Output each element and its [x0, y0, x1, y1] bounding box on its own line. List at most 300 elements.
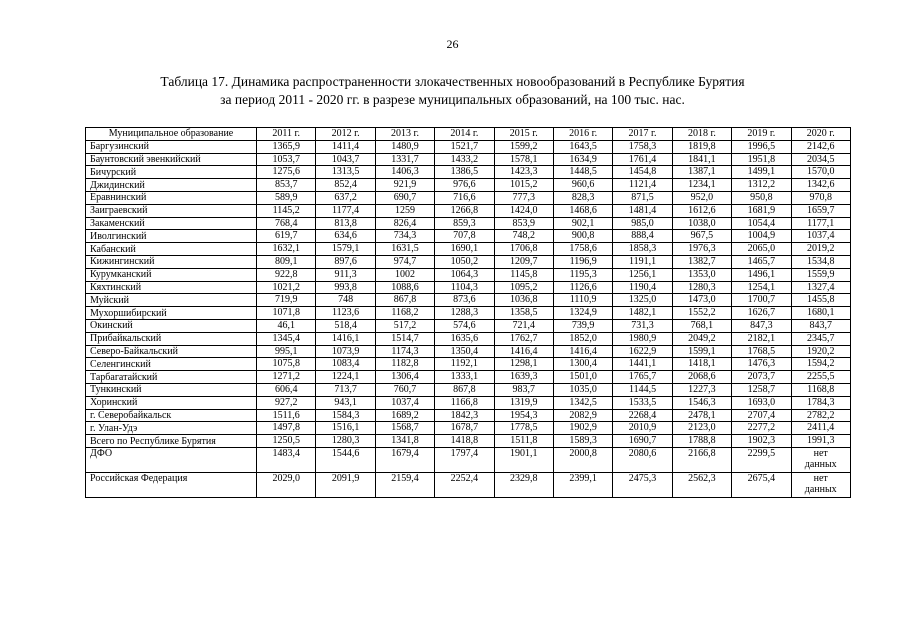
- value-cell: 1797,4: [435, 447, 494, 472]
- value-cell: 1054,4: [732, 217, 791, 230]
- table-row: [86, 166, 851, 179]
- value-cell: 1626,7: [732, 307, 791, 320]
- table-row: [86, 243, 851, 256]
- value-cell: 2166,8: [672, 447, 731, 472]
- value-cell: 974,7: [375, 255, 434, 268]
- value-cell: 606,4: [257, 383, 316, 396]
- value-cell: 2068,6: [672, 371, 731, 384]
- value-cell: 2475,3: [613, 472, 672, 497]
- column-header: 2017 г.: [613, 128, 672, 141]
- table-row: [86, 281, 851, 294]
- value-cell: 1700,7: [732, 294, 791, 307]
- value-cell: 927,2: [257, 396, 316, 409]
- value-cell: 1902,3: [732, 435, 791, 448]
- value-cell: 1496,1: [732, 268, 791, 281]
- value-cell: 1465,7: [732, 255, 791, 268]
- value-cell: 1123,6: [316, 307, 375, 320]
- value-cell: 1126,6: [553, 281, 612, 294]
- table-row: [86, 153, 851, 166]
- value-cell: 1761,4: [613, 153, 672, 166]
- value-cell: 716,6: [435, 191, 494, 204]
- value-cell: 1634,9: [553, 153, 612, 166]
- municipality-cell: Хоринский: [86, 396, 257, 409]
- table-body: [86, 140, 851, 497]
- value-cell: 888,4: [613, 230, 672, 243]
- value-cell: 1501,0: [553, 371, 612, 384]
- municipality-cell: ДФО: [86, 447, 257, 472]
- value-cell: 900,8: [553, 230, 612, 243]
- value-cell: 1423,3: [494, 166, 553, 179]
- value-cell: 1612,6: [672, 204, 731, 217]
- value-cell: 1280,3: [672, 281, 731, 294]
- municipality-cell: Российская Федерация: [86, 472, 257, 497]
- value-cell: 1841,1: [672, 153, 731, 166]
- value-cell: 1035,0: [553, 383, 612, 396]
- value-cell: 1406,3: [375, 166, 434, 179]
- value-cell: 1300,4: [553, 358, 612, 371]
- table-row: [86, 435, 851, 448]
- value-cell: 1594,2: [791, 358, 850, 371]
- value-cell: 1680,1: [791, 307, 850, 320]
- value-cell: 1852,0: [553, 332, 612, 345]
- value-cell: 1333,1: [435, 371, 494, 384]
- value-cell: 1901,1: [494, 447, 553, 472]
- value-cell: 1358,5: [494, 307, 553, 320]
- value-cell: 1416,1: [316, 332, 375, 345]
- value-cell: 1418,8: [435, 435, 494, 448]
- value-cell: 748,2: [494, 230, 553, 243]
- value-cell: 871,5: [613, 191, 672, 204]
- value-cell: 707,8: [435, 230, 494, 243]
- value-cell: 1511,6: [257, 409, 316, 422]
- municipality-cell: Заиграевский: [86, 204, 257, 217]
- municipality-cell: Тарбагатайский: [86, 371, 257, 384]
- value-cell: 1511,8: [494, 435, 553, 448]
- value-cell: 1991,3: [791, 435, 850, 448]
- municipality-cell: Кяхтинский: [86, 281, 257, 294]
- municipality-cell: г. Северобайкальск: [86, 409, 257, 422]
- value-cell: 1552,2: [672, 307, 731, 320]
- table-row: [86, 204, 851, 217]
- value-cell: [791, 472, 850, 497]
- table-row: [86, 472, 851, 497]
- value-cell: 2411,4: [791, 422, 850, 435]
- value-cell: 902,1: [553, 217, 612, 230]
- municipality-cell: Еравнинский: [86, 191, 257, 204]
- value-cell: 1234,1: [672, 179, 731, 192]
- value-cell: 1920,2: [791, 345, 850, 358]
- value-cell: 760,7: [375, 383, 434, 396]
- value-cell: 2252,4: [435, 472, 494, 497]
- value-cell: 826,4: [375, 217, 434, 230]
- value-cell: 1643,5: [553, 140, 612, 153]
- value-cell: 1534,8: [791, 255, 850, 268]
- value-cell: 1275,6: [257, 166, 316, 179]
- value-cell: 2782,2: [791, 409, 850, 422]
- value-cell: 1004,9: [732, 230, 791, 243]
- value-cell: 852,4: [316, 179, 375, 192]
- value-cell: 943,1: [316, 396, 375, 409]
- value-cell: 813,8: [316, 217, 375, 230]
- value-cell: 690,7: [375, 191, 434, 204]
- value-cell: 1483,4: [257, 447, 316, 472]
- value-cell: 1002: [375, 268, 434, 281]
- value-cell: 768,4: [257, 217, 316, 230]
- municipality-cell: Курумканский: [86, 268, 257, 281]
- value-cell: 2010,9: [613, 422, 672, 435]
- value-cell: 1902,9: [553, 422, 612, 435]
- value-cell: 1706,8: [494, 243, 553, 256]
- value-cell: 1762,7: [494, 332, 553, 345]
- value-cell: 1954,3: [494, 409, 553, 422]
- value-cell: 1681,9: [732, 204, 791, 217]
- value-cell: 1256,1: [613, 268, 672, 281]
- value-cell: 518,4: [316, 319, 375, 332]
- value-cell: 1144,5: [613, 383, 672, 396]
- value-cell: 1353,0: [672, 268, 731, 281]
- value-cell: 1454,8: [613, 166, 672, 179]
- value-cell: 1533,5: [613, 396, 672, 409]
- value-cell: 713,7: [316, 383, 375, 396]
- value-cell: 1015,2: [494, 179, 553, 192]
- value-cell: 1259: [375, 204, 434, 217]
- value-cell: 1481,4: [613, 204, 672, 217]
- municipality-cell: Тункинский: [86, 383, 257, 396]
- value-cell: 1174,3: [375, 345, 434, 358]
- municipality-cell: Бичурский: [86, 166, 257, 179]
- value-cell: 1209,7: [494, 255, 553, 268]
- value-cell: 921,9: [375, 179, 434, 192]
- value-cell: 1788,8: [672, 435, 731, 448]
- column-header: 2011 г.: [257, 128, 316, 141]
- value-cell: 1578,1: [494, 153, 553, 166]
- value-cell: 1387,1: [672, 166, 731, 179]
- value-cell: 960,6: [553, 179, 612, 192]
- value-cell: 1758,6: [553, 243, 612, 256]
- value-cell: 1191,1: [613, 255, 672, 268]
- value-cell: 1679,4: [375, 447, 434, 472]
- municipality-cell: Окинский: [86, 319, 257, 332]
- municipality-cell: г. Улан-Удэ: [86, 422, 257, 435]
- value-cell: 1280,3: [316, 435, 375, 448]
- value-cell: 1036,8: [494, 294, 553, 307]
- value-cell: 1418,1: [672, 358, 731, 371]
- value-cell: 1312,2: [732, 179, 791, 192]
- value-cell: 731,3: [613, 319, 672, 332]
- table-row: [86, 230, 851, 243]
- value-cell: 922,8: [257, 268, 316, 281]
- value-cell: 2142,6: [791, 140, 850, 153]
- value-cell: 2478,1: [672, 409, 731, 422]
- no-data-line-2: данных: [804, 484, 837, 496]
- value-cell: 1758,3: [613, 140, 672, 153]
- table-row: [86, 371, 851, 384]
- value-cell: 1166,8: [435, 396, 494, 409]
- value-cell: 995,1: [257, 345, 316, 358]
- value-cell: 1258,7: [732, 383, 791, 396]
- value-cell: 1996,5: [732, 140, 791, 153]
- municipality-cell: Мухоршибирский: [86, 307, 257, 320]
- value-cell: 1690,7: [613, 435, 672, 448]
- value-cell: 2049,2: [672, 332, 731, 345]
- value-cell: 1250,5: [257, 435, 316, 448]
- value-cell: 1632,1: [257, 243, 316, 256]
- value-cell: 1177,1: [791, 217, 850, 230]
- value-cell: 1416,4: [553, 345, 612, 358]
- value-cell: 768,1: [672, 319, 731, 332]
- value-cell: 1073,9: [316, 345, 375, 358]
- value-cell: 1693,0: [732, 396, 791, 409]
- value-cell: 1635,6: [435, 332, 494, 345]
- table-row: [86, 307, 851, 320]
- value-cell: 1544,6: [316, 447, 375, 472]
- value-cell: 1455,8: [791, 294, 850, 307]
- table-row: [86, 294, 851, 307]
- value-cell: 1589,3: [553, 435, 612, 448]
- table-caption: [0, 73, 905, 109]
- value-cell: 1110,9: [553, 294, 612, 307]
- value-cell: 1021,2: [257, 281, 316, 294]
- column-header: 2018 г.: [672, 128, 731, 141]
- value-cell: 1689,2: [375, 409, 434, 422]
- value-cell: 1224,1: [316, 371, 375, 384]
- value-cell: 1227,3: [672, 383, 731, 396]
- value-cell: 1192,1: [435, 358, 494, 371]
- value-cell: 2065,0: [732, 243, 791, 256]
- value-cell: 619,7: [257, 230, 316, 243]
- value-cell: 2329,8: [494, 472, 553, 497]
- value-cell: 1499,1: [732, 166, 791, 179]
- municipality-cell: Кижингинский: [86, 255, 257, 268]
- prevalence-table: [85, 127, 851, 498]
- table-row: [86, 268, 851, 281]
- value-cell: 1075,8: [257, 358, 316, 371]
- table-row: [86, 217, 851, 230]
- column-header: 2016 г.: [553, 128, 612, 141]
- no-data-line-2: данных: [804, 459, 837, 471]
- table-header-row: [86, 128, 851, 141]
- value-cell: 983,7: [494, 383, 553, 396]
- municipality-cell: Баунтовский эвенкийский: [86, 153, 257, 166]
- value-cell: 1468,6: [553, 204, 612, 217]
- value-cell: 1382,7: [672, 255, 731, 268]
- value-cell: 1480,9: [375, 140, 434, 153]
- value-cell: 2029,0: [257, 472, 316, 497]
- no-data-line-1: нет: [813, 472, 828, 484]
- value-cell: 897,6: [316, 255, 375, 268]
- value-cell: 1190,4: [613, 281, 672, 294]
- value-cell: 1639,3: [494, 371, 553, 384]
- value-cell: 976,6: [435, 179, 494, 192]
- value-cell: 970,8: [791, 191, 850, 204]
- value-cell: 1195,3: [553, 268, 612, 281]
- value-cell: 1342,5: [553, 396, 612, 409]
- value-cell: 873,6: [435, 294, 494, 307]
- value-cell: [791, 447, 850, 472]
- value-cell: 1177,4: [316, 204, 375, 217]
- value-cell: 859,3: [435, 217, 494, 230]
- value-cell: 847,3: [732, 319, 791, 332]
- municipality-cell: Муйский: [86, 294, 257, 307]
- value-cell: 574,6: [435, 319, 494, 332]
- value-cell: 1559,9: [791, 268, 850, 281]
- municipality-cell: Баргузинский: [86, 140, 257, 153]
- value-cell: 1631,5: [375, 243, 434, 256]
- value-cell: 46,1: [257, 319, 316, 332]
- value-cell: 1037,4: [791, 230, 850, 243]
- value-cell: 1424,0: [494, 204, 553, 217]
- value-cell: 1298,1: [494, 358, 553, 371]
- table-row: [86, 358, 851, 371]
- table-row: [86, 319, 851, 332]
- column-header: 2020 г.: [791, 128, 850, 141]
- value-cell: 1306,4: [375, 371, 434, 384]
- value-cell: 1858,3: [613, 243, 672, 256]
- value-cell: 1053,7: [257, 153, 316, 166]
- value-cell: 1288,3: [435, 307, 494, 320]
- caption-line-1: Таблица 17. Динамика распространенности злокачественных новообразований в Республике Бурятия: [160, 74, 745, 89]
- table-row: [86, 332, 851, 345]
- value-cell: 1324,9: [553, 307, 612, 320]
- value-cell: 911,3: [316, 268, 375, 281]
- municipality-cell: Закаменский: [86, 217, 257, 230]
- value-cell: 1411,4: [316, 140, 375, 153]
- value-cell: 1690,1: [435, 243, 494, 256]
- value-cell: 1254,1: [732, 281, 791, 294]
- municipality-cell: Джидинский: [86, 179, 257, 192]
- value-cell: 1121,4: [613, 179, 672, 192]
- value-cell: 739,9: [553, 319, 612, 332]
- value-cell: 1043,7: [316, 153, 375, 166]
- value-cell: 2399,1: [553, 472, 612, 497]
- value-cell: 1497,8: [257, 422, 316, 435]
- value-cell: 1482,1: [613, 307, 672, 320]
- value-cell: 867,8: [375, 294, 434, 307]
- value-cell: 748: [316, 294, 375, 307]
- table-row: [86, 383, 851, 396]
- value-cell: 2159,4: [375, 472, 434, 497]
- column-header: 2014 г.: [435, 128, 494, 141]
- value-cell: 1196,9: [553, 255, 612, 268]
- value-cell: 853,9: [494, 217, 553, 230]
- value-cell: 637,2: [316, 191, 375, 204]
- value-cell: 867,8: [435, 383, 494, 396]
- value-cell: 1313,5: [316, 166, 375, 179]
- column-header: 2013 г.: [375, 128, 434, 141]
- value-cell: 1599,2: [494, 140, 553, 153]
- value-cell: 1659,7: [791, 204, 850, 217]
- value-cell: 1095,2: [494, 281, 553, 294]
- value-cell: 2019,2: [791, 243, 850, 256]
- value-cell: 1819,8: [672, 140, 731, 153]
- value-cell: 853,7: [257, 179, 316, 192]
- value-cell: 1784,3: [791, 396, 850, 409]
- value-cell: 2080,6: [613, 447, 672, 472]
- value-cell: 1516,1: [316, 422, 375, 435]
- value-cell: 985,0: [613, 217, 672, 230]
- table-row: [86, 447, 851, 472]
- value-cell: 1416,4: [494, 345, 553, 358]
- value-cell: 1071,8: [257, 307, 316, 320]
- column-header: 2015 г.: [494, 128, 553, 141]
- value-cell: 2707,4: [732, 409, 791, 422]
- value-cell: 1976,3: [672, 243, 731, 256]
- value-cell: 634,6: [316, 230, 375, 243]
- value-cell: 1168,2: [375, 307, 434, 320]
- value-cell: 1327,4: [791, 281, 850, 294]
- value-cell: 1345,4: [257, 332, 316, 345]
- table-row: [86, 396, 851, 409]
- value-cell: 1768,5: [732, 345, 791, 358]
- value-cell: 1441,1: [613, 358, 672, 371]
- value-cell: 2182,1: [732, 332, 791, 345]
- value-cell: 809,1: [257, 255, 316, 268]
- value-cell: 2034,5: [791, 153, 850, 166]
- table-row: [86, 140, 851, 153]
- value-cell: 2123,0: [672, 422, 731, 435]
- caption-line-2: за период 2011 - 2020 гг. в разрезе муниципальных образований, на 100 тыс. нас.: [220, 92, 685, 107]
- no-data-line-1: нет: [813, 447, 828, 459]
- value-cell: 1088,6: [375, 281, 434, 294]
- value-cell: 1842,3: [435, 409, 494, 422]
- value-cell: 1182,8: [375, 358, 434, 371]
- value-cell: 2000,8: [553, 447, 612, 472]
- value-cell: 1325,0: [613, 294, 672, 307]
- value-cell: 1386,5: [435, 166, 494, 179]
- table-row: [86, 345, 851, 358]
- value-cell: 1570,0: [791, 166, 850, 179]
- value-cell: 1064,3: [435, 268, 494, 281]
- value-cell: 1568,7: [375, 422, 434, 435]
- value-cell: 1271,2: [257, 371, 316, 384]
- value-cell: 2345,7: [791, 332, 850, 345]
- table-row: [86, 409, 851, 422]
- table-row: [86, 179, 851, 192]
- value-cell: 952,0: [672, 191, 731, 204]
- table-row: [86, 191, 851, 204]
- value-cell: 1331,7: [375, 153, 434, 166]
- value-cell: 1765,7: [613, 371, 672, 384]
- page-number: 26: [446, 37, 459, 51]
- value-cell: 1433,2: [435, 153, 494, 166]
- value-cell: 589,9: [257, 191, 316, 204]
- value-cell: 1350,4: [435, 345, 494, 358]
- value-cell: 1037,4: [375, 396, 434, 409]
- value-cell: 2268,4: [613, 409, 672, 422]
- value-cell: 517,2: [375, 319, 434, 332]
- value-cell: 1476,3: [732, 358, 791, 371]
- municipality-cell: Прибайкальский: [86, 332, 257, 345]
- value-cell: 967,5: [672, 230, 731, 243]
- value-cell: 1342,6: [791, 179, 850, 192]
- value-cell: 1168,8: [791, 383, 850, 396]
- municipality-cell: Северо-Байкальский: [86, 345, 257, 358]
- value-cell: 1448,5: [553, 166, 612, 179]
- value-cell: 1951,8: [732, 153, 791, 166]
- value-cell: 1514,7: [375, 332, 434, 345]
- value-cell: 2675,4: [732, 472, 791, 497]
- value-cell: 1365,9: [257, 140, 316, 153]
- column-header: 2012 г.: [316, 128, 375, 141]
- value-cell: 2277,2: [732, 422, 791, 435]
- value-cell: 2299,5: [732, 447, 791, 472]
- value-cell: 1145,8: [494, 268, 553, 281]
- value-cell: 1319,9: [494, 396, 553, 409]
- value-cell: 828,3: [553, 191, 612, 204]
- value-cell: 993,8: [316, 281, 375, 294]
- value-cell: 1038,0: [672, 217, 731, 230]
- value-cell: 2082,9: [553, 409, 612, 422]
